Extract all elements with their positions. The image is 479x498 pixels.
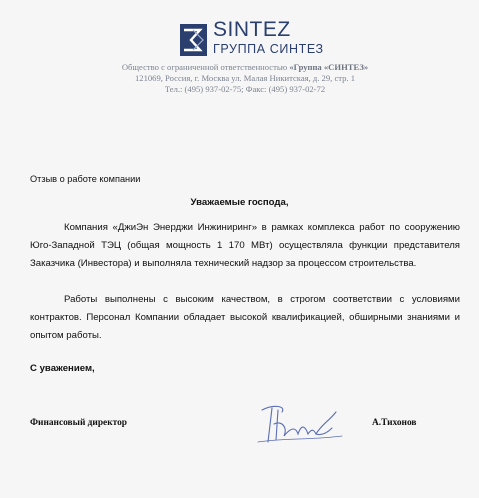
org-address: 121069, Россия, г. Москва ул. Малая Никитская, д. 29, стр. 1	[134, 73, 356, 83]
brand-subtitle: ГРУППА СИНТЕЗ	[213, 42, 324, 56]
signatory-title: Финансовый директор	[30, 418, 127, 428]
org-line-name: «Группа «СИНТЕЗ»	[289, 62, 369, 72]
org-phones: Тел.: (495) 937-02-75; Факс: (495) 937-02-72	[164, 84, 326, 94]
paragraph-2: Работы выполнены с высоким качеством, в строгом соответствии с условиями контрактов. Персонал Компании обладает высокой квалификацией, обширными знаниями и опытом работы.	[30, 294, 460, 341]
closing: С уважением,	[30, 363, 95, 374]
handwritten-signature	[252, 398, 348, 452]
brand-name: SINTEZ	[213, 18, 291, 41]
signatory-name: А.Тихонов	[372, 418, 417, 428]
sintez-logo-icon	[180, 24, 207, 56]
paragraph-1: Компания «ДжиЭн Энерджи Инжиниринг» в рамках комплекса работ по сооружению Юго-Западной ТЭЦ (общая мощность 1 170 МВт) осуществляла функции представителя Заказчика (Инвестора) и выполняла технический надзор за процессом строительства.	[30, 222, 460, 269]
org-line-prefix: Общество с ограниченной ответственностью	[121, 62, 290, 72]
salutation: Уважаемые господа,	[190, 197, 289, 208]
org-line	[100, 62, 390, 73]
letter-subject: Отзыв о работе компании	[30, 174, 141, 184]
